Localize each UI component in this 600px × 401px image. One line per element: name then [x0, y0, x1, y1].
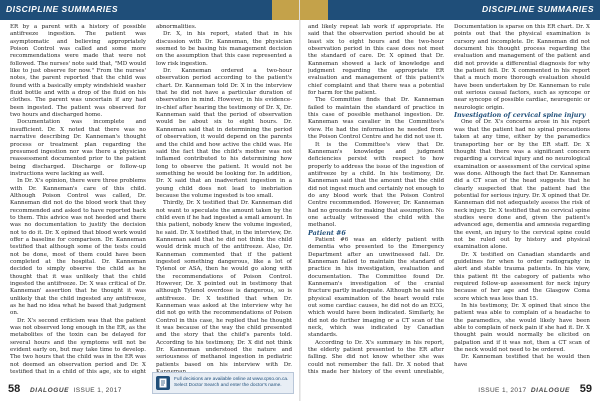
paragraph: In his testimony, Dr. X opined that since the patient was able to complain of a headache to the paramedics, she would likely have been able to complain of neck pain if she had it. Dr. X thought pain would normally be elicited on palpation and if it was not, then a CT scan of the neck would not need to be ordered. [454, 303, 590, 354]
paragraph: Thirdly, Dr. X testified that Dr. Kanneman did not want to speculate the amount taken by the child even if he had ingested a small amount. In this patient, nobody knew the volume ingested, he said. Dr. X testified that, in the interview, Dr. Kanneman said that he did not think the child would drink much of the antifreeze. Also, Dr. Kanneman commented that if the patient ingested something dangerous, like a lot of Tylenol or ASA, then he would go along with the recommendations of Poison Control. However, Dr. X pointed out in testimony that although Tylenol overdose is dangerous, so is antifreeze. Dr. X testified that when Dr. Kanneman was asked at the interview why he did not go with the recommendations of Poison Control in this case, he replied that he thought it was because of the way the child presented and the story that the child's parents told. According to his testimony, Dr. X did not think Dr. Kanneman understood the nature and seriousness of methanol ingestion in pediatric patients based on his interview with Dr. [156, 200, 292, 368]
paragraph: Documentation is sparse on this ER chart. Dr. X points out that the physical examination is cursory and incomplete. Dr. Kanneman did not document his thought process regarding the evaluation and management of the patient and did not provide a differential diagnosis for why the patient fell. Dr. X commented in his report that a much more thorough evaluation should have been undertaken by Dr. Kanneman to rule out serious causal factors, such as syncope or near syncope of possible cardiac, neurogenic or neurologic origin. [454, 24, 590, 111]
issue-label: ISSUE 1, 2017 [478, 387, 527, 394]
document-icon [156, 376, 170, 390]
paragraph: and likely repeat lab work if appropriate. He said that the observation period should be at least six to eight hours and the two-hour observation period in this case does not meet the standard of care. Dr. X opined that Dr. Kanneman showed a lack of knowledge and judgment regarding the appropriate ER evaluation and management of this patient's chief complaint and that there was a potential for harm for the patient. [308, 24, 444, 97]
paragraph: According to Dr. X's summary in his report, the elderly patient presented to the ER after falling. She did not know whether she was could not remember the fall. Dr. X noted that this made her history of the event unreliable, [308, 339, 444, 376]
paragraph: It is the Committee's view that Dr. Kanneman's knowledge and judgment deficiencies persist with respect to how properly to address the issue of the ingestion of antifreeze by a child. In his testimony, Dr. Kanneman said that the amount that the child did not ingest much and certainly not enough to do any blood work that the Poison Control Centre recommended. However, Dr. Kanneman had no grounds for making that assumption. No one actually witnessed the child with the methanol. [308, 141, 444, 229]
left-columns [10, 24, 292, 376]
section-banner [0, 0, 300, 20]
paragraph: Dr. Kanneman testified that he would then have [454, 354, 590, 368]
paragraph: Dr. Kanneman ordered a two-hour observation period according to the patient's chart. Dr. Kanneman told Dr. X in the interview that he did not have a particular duration of observation in mind. However, in his evidence-in-chief after hearing the testimony of Dr. X, Dr. Kanneman said that the period of observation would be about six to eight hours. Dr. Kanneman said that in determining the period of observation, it would depend on the parents and the child and how active the child was. He said the fact that the child's mother was not inflamed contributed to his determining how long to observe the patient. It would not be something he would be looking for. In addition, Dr. X said that an inadvertent ingestion in a young child does not lead to inebriation because the volume ingested is too small. [156, 68, 292, 199]
paragraph: abnormalities. [156, 24, 197, 30]
paragraph: Dr. X testified on Canadian standards and guidelines for when to order radiography in alert and stable trauma patients. In his view, this patient fit the category of patients who required follow-up assessment for neck injury because of her age and the Glasgow Coma score which was less than 15. [454, 251, 590, 302]
page-number: 59 [579, 383, 592, 395]
text-column [454, 24, 590, 376]
subheading: Investigation of cervical spine injury [454, 111, 586, 120]
right-page [300, 0, 600, 401]
running-footer [478, 387, 570, 394]
paragraph: The Committee finds that Dr. Kanneman failed to maintain the standard of practice in this case of possible methanol ingestion. Dr. Kanneman was cavalier in the Committee's view. He had the information he needed from the Poison Control Centre and he did not use it. [308, 97, 444, 141]
full-decisions-note [152, 372, 294, 394]
paragraph: Dr. X's second criticism was that the patient was not observed long enough in the ER, as the metabolites of the toxin can be delayed for several hours and the symptoms will not be evident early on, but may take time to develop. The two hours that the child was in the ER was not deemed an observation period and Dr. X testified that in a child of this age, six to eight [10, 317, 146, 376]
banner-accent [272, 0, 300, 20]
page-number: 58 [8, 383, 21, 395]
text-column [156, 24, 292, 376]
paragraph: Dr. X, in his report, stated that in his discussion with Dr. Kanneman, the physician seemed to be basing his management decision on the assumption that this case represented a low risk ingestion. [156, 31, 292, 67]
paragraph: In Dr. X's opinion, there were three problems with Dr. Kanneman's care of this child. Although Poison Control was called, Dr. Kanneman did not do the blood work that they recommended and asked to have reported back to them. This advice was not heeded and there was no documentation to justify the decision not to do it. Dr. X opined that blood work would offer a baseline for comparison. Dr. Kanneman testified that although some of the tests could not be done, most of them could have been completed at the hospital. Dr. Kanneman decided to simply observe the child as he thought that it was unlikely that the child ingested the antifreeze. Dr. X was critical of Dr. Kanneman' assertion that he thought it was unlikely that the child ingested any antifreeze, as he had no idea what he based that judgment on. [10, 178, 146, 317]
publication-name: DIALOGUE [30, 387, 70, 394]
note-text: Full decisions are available online at www.cpso.on.ca. Select Doctor Search and enter the doctor's name. [174, 377, 289, 388]
page-footer [300, 381, 600, 395]
text-column [10, 24, 146, 376]
running-footer [30, 387, 122, 394]
paragraph: ER by a parent with a history of possible antifreeze ingestion. The patient was asymptomatic and believing appropriately Poison Control was called and some more recommendations were made that were not followed. The nurses' note said that, "MD would like to just observe for now." From the nurses' notes, the parent reported that the child was found with a basically empty windshield washer fluid bottle and with a drop of the fluid on his clothes. The parent was uncertain if any had been ingested. The patient was observed for two hours and discharged home. [10, 24, 146, 119]
issue-label: ISSUE 1, 2017 [73, 387, 122, 394]
paragraph: Documentation was incomplete and insufficient. Dr. X noted that there was no narrative describing Dr. Kanneman's thought process or treatment plan regarding the presumed ingestion nor was there a physician reassessment documented prior to the patient being discharged. Discharge or follow-up instructions were lacking as well. [10, 119, 146, 177]
text-column [308, 24, 444, 376]
subheading: Patient #6 [308, 228, 346, 237]
right-columns [308, 24, 590, 376]
section-label: DISCIPLINE SUMMARIES [6, 4, 119, 14]
paragraph: Patient #6 was an elderly patient with dementia who presented to the Emergency Department after an unwitnessed fall. Dr. Kanneman failed to maintain the standard of practice in his investigation, evaluation and documentation. The Committee found Dr. Kanneman's investigation of the cranial fracture partly inadequate. Although he said his physical examination of the heart would rule out some cardiac causes, he did not do an ECG, which would have been indicated. Similarly, he did not do further imaging or a CT scan of the neck, which was indicated by Canadian standards. [308, 236, 444, 339]
section-banner [300, 0, 600, 20]
banner-accent [300, 0, 328, 20]
paragraph: One of Dr. X's concerns arose in his report was that the patient had no spinal precautions taken at any time, either by the paramedics transporting her or by the ER staff. Dr. X thought that there was a significant concern regarding a cervical injury and no neurological examination or assessment of the cervical spine was done. Although the fact that Dr. Kanneman did a CT scan of the head suggests that he clearly suspected that the patient had the potential for serious injury. Dr. X opined that Dr. Kanneman did not adequately assess the risk of neck injury. Dr. X testified that no cervical spine studies were done and, given the patient's advanced age, dementia and amnesia regarding the event, an injury to the cervical spine could not be ruled out by history and physical examination alone. [454, 119, 590, 251]
section-label: DISCIPLINE SUMMARIES [481, 4, 594, 14]
publication-name: DIALOGUE [530, 387, 570, 394]
